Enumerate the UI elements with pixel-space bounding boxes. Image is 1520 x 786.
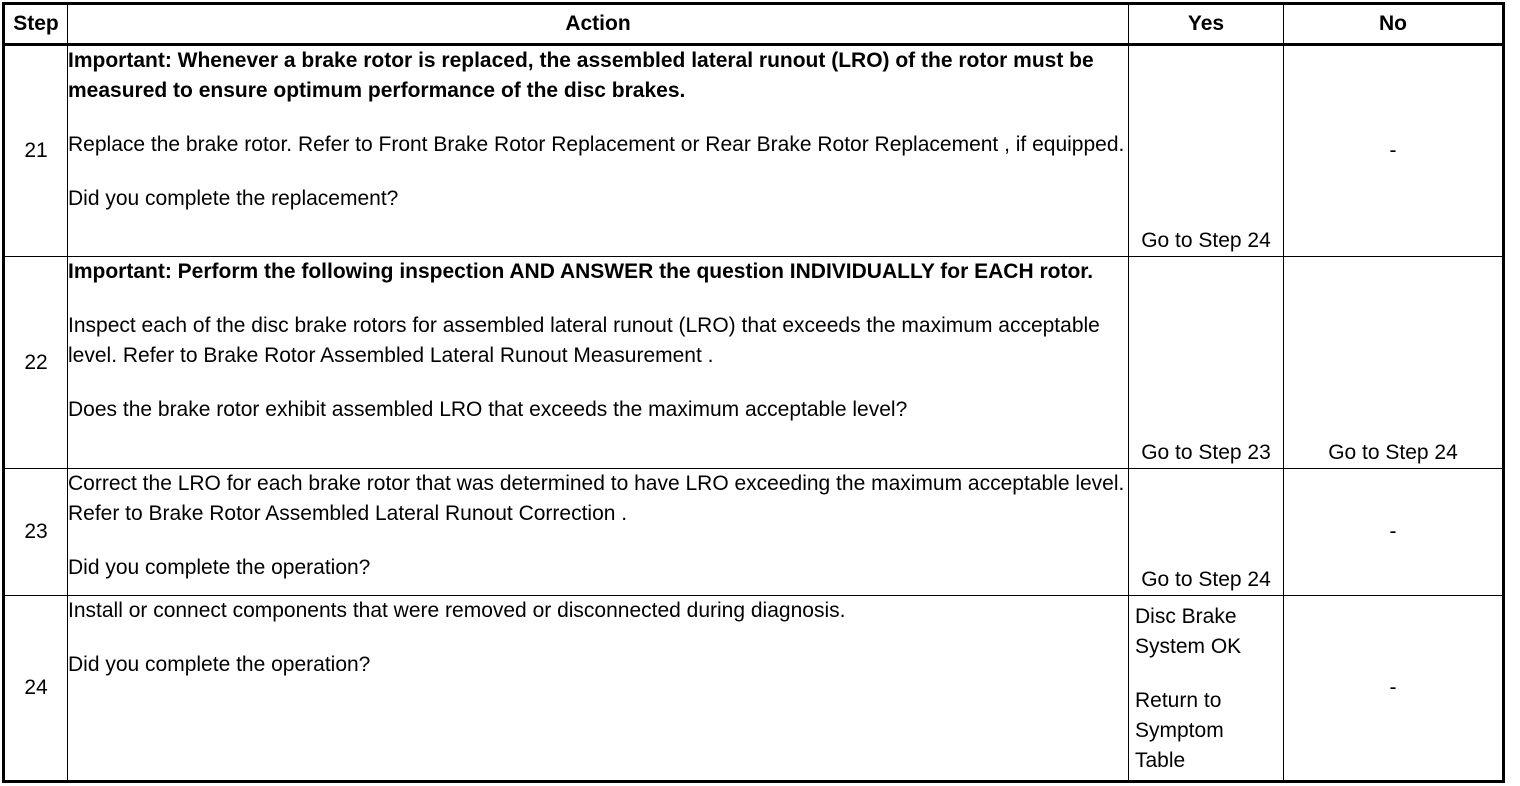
action-cell xyxy=(68,45,1129,257)
table-row-step-23 xyxy=(4,469,1504,596)
table-row-step-24 xyxy=(4,596,1504,782)
yes-result-line-1: Disc Brake System OK xyxy=(1135,605,1242,658)
action-instruction: Install or connect components that were removed or disconnected during diagnosis. xyxy=(68,599,846,622)
action-instruction: Replace the brake rotor. Refer to Front Brake Rotor Replacement or Rear Brake Rotor Replacement , if equipped. xyxy=(68,133,1125,156)
action-cell xyxy=(68,596,1129,782)
action-question: Did you complete the replacement? xyxy=(68,187,399,210)
diagnostic-step-table xyxy=(2,2,1505,783)
action-question: Does the brake rotor exhibit assembled LRO that exceeds the maximum acceptable level? xyxy=(68,398,908,421)
header-no: No xyxy=(1284,4,1504,45)
important-note: Important: Whenever a brake rotor is replaced, the assembled lateral runout (LRO) of the rotor must be measured to ensure optimum performance of the disc brakes. xyxy=(68,49,1094,102)
yes-result: Go to Step 24 xyxy=(1129,45,1284,257)
step-number: 21 xyxy=(4,45,68,257)
table-header-row xyxy=(4,4,1504,45)
yes-result xyxy=(1129,596,1284,782)
action-instruction: Correct the LRO for each brake rotor that was determined to have LRO exceeding the maximum acceptable level. Refer to Brake Rotor Assembled Lateral Runout Correction . xyxy=(68,472,1125,525)
header-step: Step xyxy=(4,4,68,45)
action-cell xyxy=(68,469,1129,596)
no-result: Go to Step 24 xyxy=(1284,257,1504,469)
yes-result-line-2: Return to Symptom Table xyxy=(1135,689,1224,772)
action-cell xyxy=(68,257,1129,469)
table-row-step-21 xyxy=(4,45,1504,257)
yes-result: Go to Step 24 xyxy=(1129,469,1284,596)
action-question: Did you complete the operation? xyxy=(68,653,371,676)
header-yes: Yes xyxy=(1129,4,1284,45)
important-note: Important: Perform the following inspection AND ANSWER the question INDIVIDUALLY for EACH rotor. xyxy=(68,260,1094,283)
step-number: 22 xyxy=(4,257,68,469)
step-number: 23 xyxy=(4,469,68,596)
action-instruction: Inspect each of the disc brake rotors for assembled lateral runout (LRO) that exceeds the maximum acceptable level. Refer to Brake Rotor Assembled Lateral Runout Measurement . xyxy=(68,314,1100,367)
step-number: 24 xyxy=(4,596,68,782)
yes-result: Go to Step 23 xyxy=(1129,257,1284,469)
no-result: - xyxy=(1284,596,1504,782)
action-question: Did you complete the operation? xyxy=(68,556,371,579)
table-row-step-22 xyxy=(4,257,1504,469)
header-action: Action xyxy=(68,4,1129,45)
no-result: - xyxy=(1284,45,1504,257)
no-result: - xyxy=(1284,469,1504,596)
